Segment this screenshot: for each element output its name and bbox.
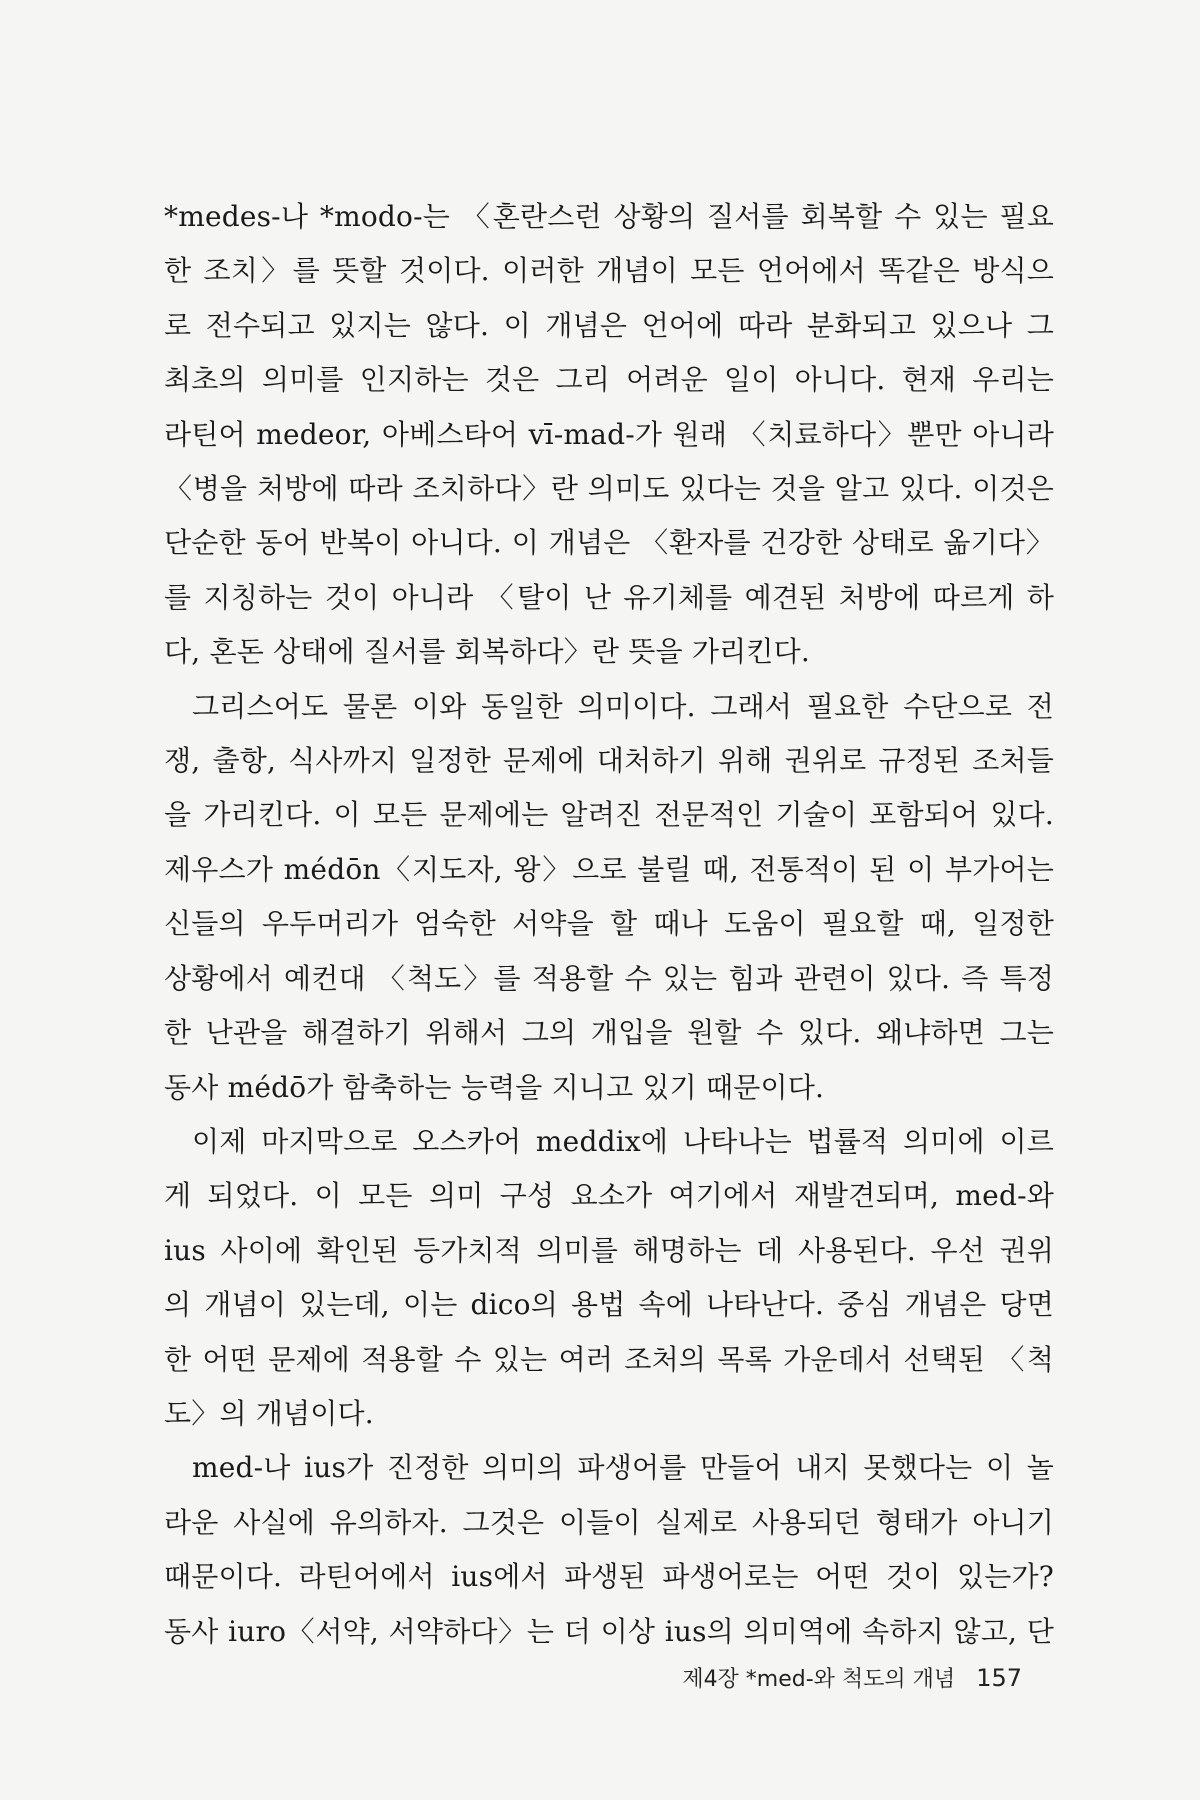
text-line: 단순한 동어 반복이 아니다. 이 개념은 〈환자를 건강한 상태로 옮기다〉: [164, 526, 1054, 560]
paragraph-1: [164, 190, 1054, 680]
page-number: 157: [976, 1664, 1022, 1692]
text-line: 게 되었다. 이 모든 의미 구성 요소가 여기에서 재발견되며, med-와: [164, 1179, 1054, 1213]
paragraph-4: [164, 1441, 1054, 1659]
text-line: 를 지칭하는 것이 아니라 〈탈이 난 유기체를 예견된 처방에 따르게 하: [164, 580, 1054, 614]
text-line: ius 사이에 확인된 등가치적 의미를 해명하는 데 사용된다. 우선 권위: [164, 1233, 1054, 1267]
text-line: 로 전수되고 있지는 않다. 이 개념은 언어에 따라 분화되고 있으나 그: [164, 308, 1054, 342]
text-line: 최초의 의미를 인지하는 것은 그리 어려운 일이 아니다. 현재 우리는: [164, 363, 1054, 397]
text-line: 라운 사실에 유의하자. 그것은 이들이 실제로 사용되던 형태가 아니기: [164, 1505, 1054, 1539]
text-line: 한 조치〉를 뜻할 것이다. 이러한 개념이 모든 언어에서 똑같은 방식으: [164, 254, 1054, 288]
chapter-title: 제4장 *med-와 척도의 개념: [682, 1667, 956, 1692]
text-line: 제우스가 médōn〈지도자, 왕〉으로 불릴 때, 전통적이 된 이 부가어는: [164, 852, 1054, 886]
paragraph-2: [164, 680, 1054, 1115]
paragraph-3: [164, 1115, 1054, 1441]
text-line: 그리스어도 물론 이와 동일한 의미이다. 그래서 필요한 수단으로 전: [192, 689, 1054, 723]
text-line: 상황에서 예컨대 〈척도〉를 적용할 수 있는 힘과 관련이 있다. 즉 특정: [164, 961, 1054, 995]
text-line: 이제 마지막으로 오스카어 meddix에 나타나는 법률적 의미에 이르: [192, 1124, 1054, 1158]
text-line: 을 가리킨다. 이 모든 문제에는 알려진 전문적인 기술이 포함되어 있다.: [164, 798, 1054, 832]
text-line: 한 난관을 해결하기 위해서 그의 개입을 원할 수 있다. 왜냐하면 그는: [164, 1016, 1054, 1050]
running-footer: [682, 1662, 1022, 1693]
text-line: 도〉의 개념이다.: [164, 1396, 374, 1430]
text-line: 라틴어 medeor, 아베스타어 vī-mad-가 원래 〈치료하다〉뿐만 아니라: [164, 417, 1054, 451]
text-line: 의 개념이 있는데, 이는 dico의 용법 속에 나타난다. 중심 개념은 당면: [164, 1288, 1054, 1322]
text-line: 동사 iuro〈서약, 서약하다〉는 더 이상 ius의 의미역에 속하지 않고, 단: [164, 1614, 1054, 1648]
text-line: 다, 혼돈 상태에 질서를 회복하다〉란 뜻을 가리킨다.: [164, 635, 810, 669]
text-line: 한 어떤 문제에 적용할 수 있는 여러 조처의 목록 가운데서 선택된 〈척: [164, 1342, 1054, 1376]
text-line: med-나 ius가 진정한 의미의 파생어를 만들어 내지 못했다는 이 놀: [192, 1451, 1054, 1485]
body-text: [164, 190, 1054, 1659]
text-line: 동사 médō가 함축하는 능력을 지니고 있기 때문이다.: [164, 1070, 825, 1104]
text-line: 쟁, 출항, 식사까지 일정한 문제에 대처하기 위해 권위로 규정된 조처들: [164, 744, 1054, 778]
text-line: *medes-나 *modo-는 〈혼란스런 상황의 질서를 회복할 수 있는 필요: [164, 200, 1054, 233]
text-line: 신들의 우두머리가 엄숙한 서약을 할 때나 도움이 필요할 때, 일정한: [164, 907, 1054, 941]
text-line: 때문이다. 라틴어에서 ius에서 파생된 파생어로는 어떤 것이 있는가?: [164, 1560, 1054, 1594]
text-line: 〈병을 처방에 따라 조치하다〉란 의미도 있다는 것을 알고 있다. 이것은: [164, 472, 1054, 506]
